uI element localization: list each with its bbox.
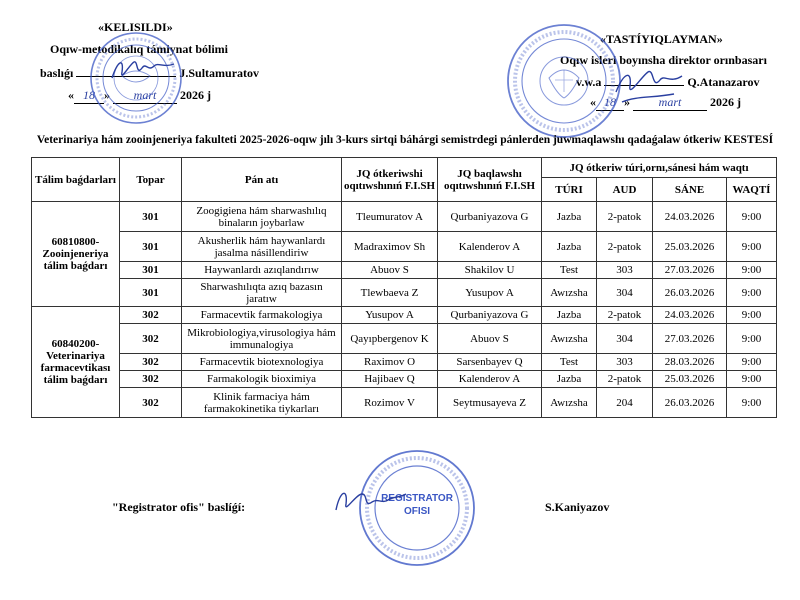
examiner-cell: Tlewbaeva Z (342, 279, 438, 307)
group-cell: 302 (120, 388, 182, 418)
right-approval-title: «TASTÍYIQLAYMAN» (600, 32, 723, 46)
time-cell: 9:00 (727, 262, 777, 279)
right-date-close: » (624, 95, 630, 109)
right-seal-stamp (505, 22, 623, 140)
date-cell: 28.03.2026 (653, 354, 727, 371)
header-examiner: JQ ótkeriwshi oqıtıwshınıń F.I.SH (342, 158, 438, 202)
left-date-day: 18 (74, 88, 104, 104)
date-cell: 24.03.2026 (653, 202, 727, 232)
left-date-year: 2026 j (180, 88, 211, 102)
subject-cell: Mikrobiologiya,virusologiya hám immunalogiya (182, 324, 342, 354)
document-title: Veterinariya hám zooinjeneriya fakulteti 2025-2026-oqıw jılı 3-kurs sirtqi báhárgi semistrdegi pánlerden juwmaqlawshı qadaǵalaw ótkeriw KESTESÍ (36, 134, 774, 146)
date-cell: 27.03.2026 (653, 324, 727, 354)
supervisor-cell: Seytmusayeva Z (438, 388, 542, 418)
type-cell: Awızsha (542, 388, 597, 418)
time-cell: 9:00 (727, 324, 777, 354)
group-cell: 302 (120, 324, 182, 354)
left-date-open: « (68, 88, 74, 102)
date-cell: 25.03.2026 (653, 371, 727, 388)
group-cell: 302 (120, 371, 182, 388)
registrar-label: "Registrator ofis" baslíǵí: (112, 500, 246, 514)
examiner-cell: Madraximov Sh (342, 232, 438, 262)
group-cell: 301 (120, 279, 182, 307)
table-row (32, 232, 777, 262)
group-cell: 302 (120, 354, 182, 371)
examiner-cell: Hajibaev Q (342, 371, 438, 388)
group-cell: 301 (120, 262, 182, 279)
room-cell: 2-patok (597, 232, 653, 262)
time-cell: 9:00 (727, 202, 777, 232)
examiner-cell: Tleumuratov A (342, 202, 438, 232)
subject-cell: Farmakologik bioximiya (182, 371, 342, 388)
date-cell: 24.03.2026 (653, 307, 727, 324)
right-date-day: 18 (596, 95, 624, 111)
table-row (32, 371, 777, 388)
subject-cell: Farmacevtik biotexnologiya (182, 354, 342, 371)
supervisor-cell: Qurbaniyazova G (438, 307, 542, 324)
right-head-name: Q.Atanazarov (687, 75, 760, 89)
right-date-month: mart (633, 95, 707, 111)
room-cell: 303 (597, 354, 653, 371)
type-cell: Awızsha (542, 279, 597, 307)
left-head-name: J.Sultamuratov (179, 66, 260, 80)
room-cell: 303 (597, 262, 653, 279)
direction-cell: 60840200-Veterinariya farmacevtikası tálim baǵdarı (32, 307, 120, 418)
table-row (32, 307, 777, 324)
supervisor-cell: Qurbaniyazova G (438, 202, 542, 232)
subject-cell: Farmacevtik farmakologiya (182, 307, 342, 324)
subject-cell: Sharwashılıqta azıq bazasın jaratıw (182, 279, 342, 307)
header-exam-info: JQ ótkeriw túri,ornı,sánesi hám waqtı (542, 158, 777, 178)
room-cell: 204 (597, 388, 653, 418)
type-cell: Test (542, 262, 597, 279)
header-group: Topar (120, 158, 182, 202)
room-cell: 2-patok (597, 371, 653, 388)
header-subject: Pán atı (182, 158, 342, 202)
header-date: SÁNE (653, 178, 727, 202)
examiner-cell: Raximov O (342, 354, 438, 371)
subject-cell: Haywanlardı azıqlandırıw (182, 262, 342, 279)
date-cell: 26.03.2026 (653, 388, 727, 418)
table-row (32, 262, 777, 279)
right-approval-position: Oqıw isleri boyınsha direktor orınbasarı (560, 53, 767, 67)
stamp-line-2: OFISI (403, 506, 431, 517)
supervisor-cell: Sarsenbayev Q (438, 354, 542, 371)
table-row (32, 388, 777, 418)
examiner-cell: Abuov S (342, 262, 438, 279)
header-type: TÚRI (542, 178, 597, 202)
right-date-year: 2026 j (710, 95, 741, 109)
table-row (32, 279, 777, 307)
exam-schedule-table (31, 157, 777, 418)
registrar-signature-icon (330, 482, 410, 518)
examiner-cell: Rozimov V (342, 388, 438, 418)
registrar-name: S.Kaniyazov (545, 500, 610, 514)
table-row (32, 324, 777, 354)
room-cell: 304 (597, 324, 653, 354)
examiner-cell: Qayıpbergenov K (342, 324, 438, 354)
room-cell: 2-patok (597, 307, 653, 324)
left-approval-title: «KELISILDI» (98, 20, 173, 34)
group-cell: 301 (120, 202, 182, 232)
header-room: AUD (597, 178, 653, 202)
date-cell: 26.03.2026 (653, 279, 727, 307)
room-cell: 304 (597, 279, 653, 307)
room-cell: 2-patok (597, 202, 653, 232)
left-approval-dept: Oqıw-metodikalıq támiynat bólimi (50, 42, 229, 56)
subject-cell: Akusherlik hám haywanlardı jasalma násillendiriw (182, 232, 342, 262)
table-row (32, 354, 777, 371)
direction-cell: 60810800-Zooinjeneriya tálim baǵdarı (32, 202, 120, 307)
time-cell: 9:00 (727, 307, 777, 324)
date-cell: 27.03.2026 (653, 262, 727, 279)
header-direction: Tálim baǵdarları (32, 158, 120, 202)
right-head-prefix: v.w.a (576, 75, 602, 89)
supervisor-cell: Abuov S (438, 324, 542, 354)
supervisor-cell: Shakilov U (438, 262, 542, 279)
type-cell: Jazba (542, 232, 597, 262)
group-cell: 301 (120, 232, 182, 262)
type-cell: Awızsha (542, 324, 597, 354)
time-cell: 9:00 (727, 388, 777, 418)
subject-cell: Klinik farmaciya hám farmakokinetika tiykarları (182, 388, 342, 418)
time-cell: 9:00 (727, 232, 777, 262)
type-cell: Test (542, 354, 597, 371)
table-row (32, 202, 777, 232)
examiner-cell: Yusupov A (342, 307, 438, 324)
supervisor-cell: Yusupov A (438, 279, 542, 307)
type-cell: Jazba (542, 307, 597, 324)
date-cell: 25.03.2026 (653, 232, 727, 262)
stamp-line-1: REGISTRATOR (381, 493, 453, 504)
time-cell: 9:00 (727, 354, 777, 371)
time-cell: 9:00 (727, 279, 777, 307)
type-cell: Jazba (542, 202, 597, 232)
group-cell: 302 (120, 307, 182, 324)
right-date-open: « (590, 95, 596, 109)
time-cell: 9:00 (727, 371, 777, 388)
right-signature-icon (612, 62, 686, 106)
supervisor-cell: Kalenderov A (438, 232, 542, 262)
header-supervisor: JQ baqlawshı oqıtıwshınıń F.I.SH (438, 158, 542, 202)
left-signature-icon (108, 54, 178, 86)
subject-cell: Zoogigiena hám sharwashılıq binaların joybarlaw (182, 202, 342, 232)
type-cell: Jazba (542, 371, 597, 388)
header-time: WAQTÍ (727, 178, 777, 202)
left-head-prefix: baslıǵı (40, 66, 74, 80)
left-date-close: » (104, 88, 110, 102)
left-date-month: mart (113, 88, 177, 104)
supervisor-cell: Kalenderov A (438, 371, 542, 388)
